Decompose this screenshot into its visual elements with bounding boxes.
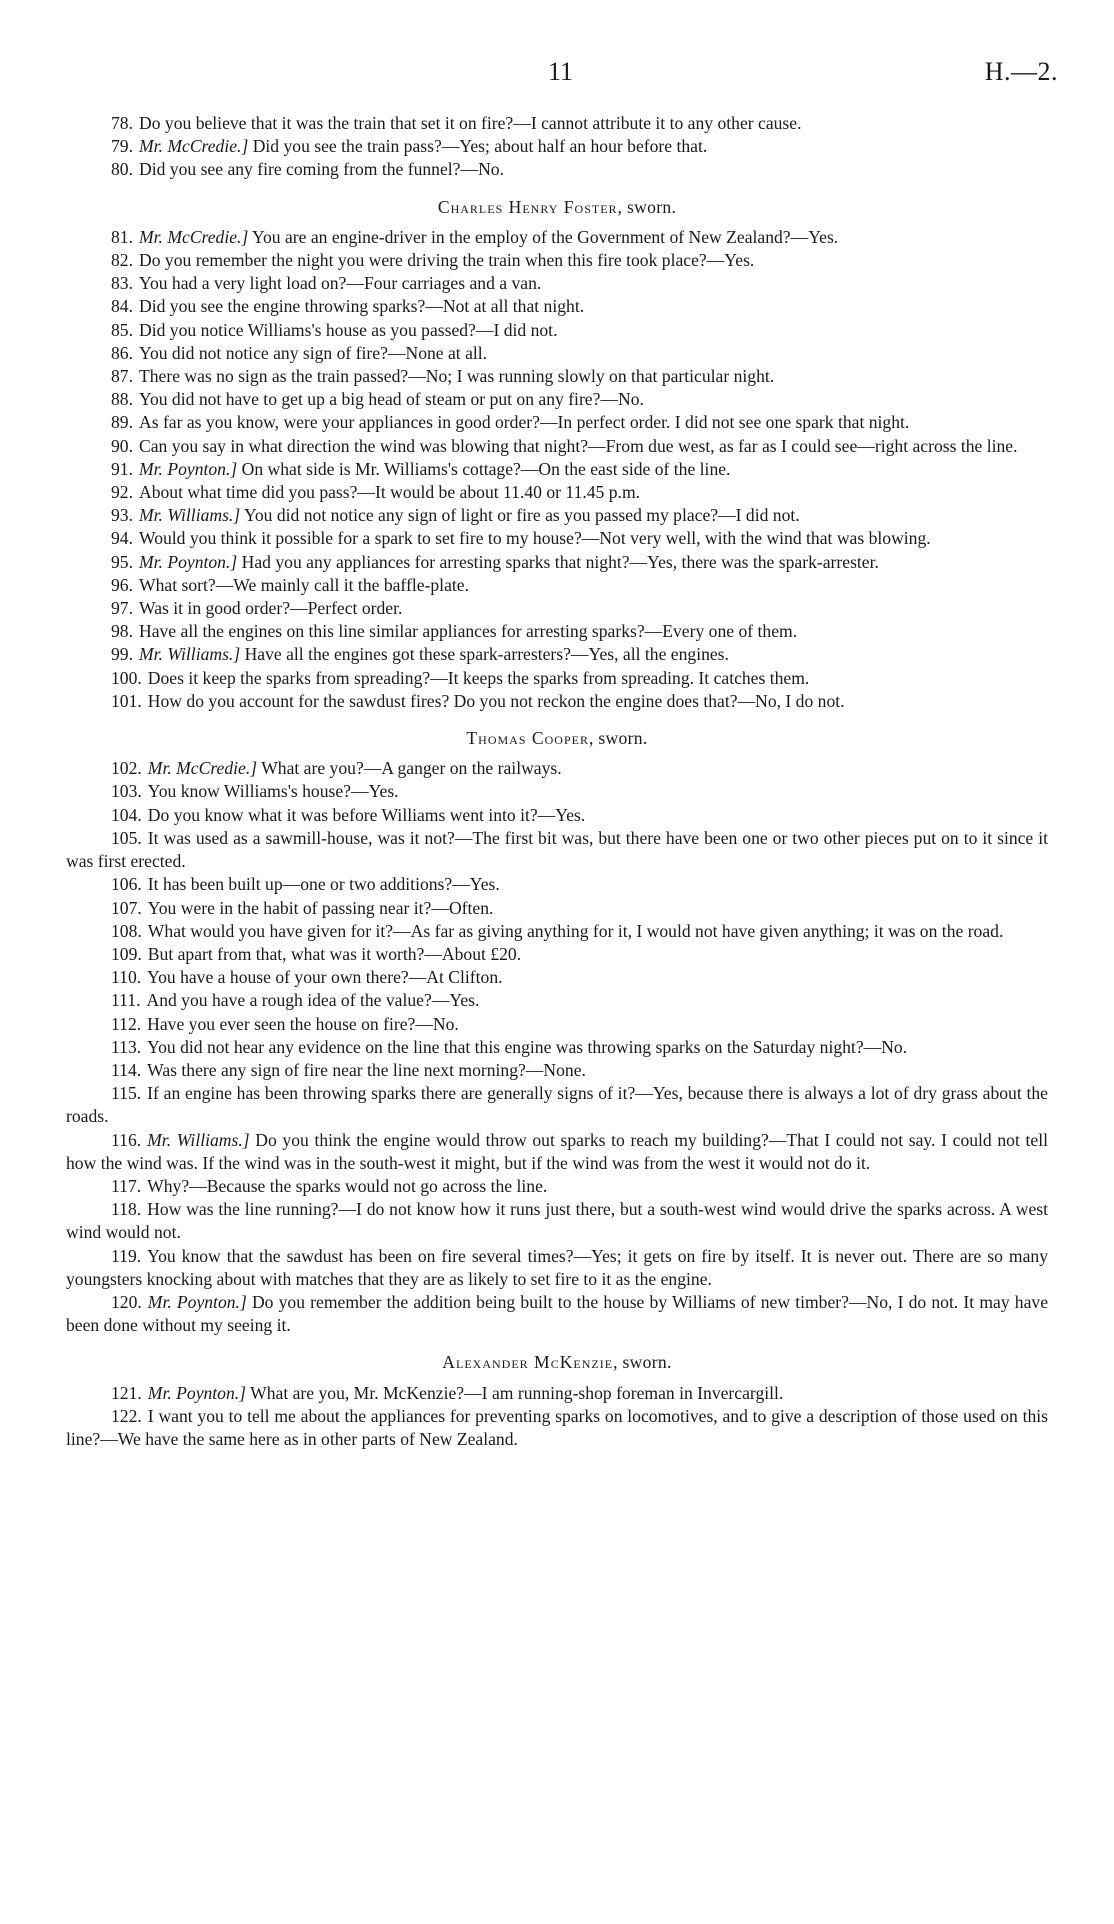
testimony-text: You were in the habit of passing near it?—Often.	[147, 897, 494, 918]
question-number: 95.	[111, 551, 133, 572]
testimony-text: What are you, Mr. McKenzie?—I am running-shop foreman in Invercargill.	[250, 1382, 784, 1403]
testimony-item	[66, 551, 1048, 574]
question-number: 109.	[111, 943, 142, 964]
witness-name: Thomas Cooper	[466, 728, 589, 749]
question-number: 91.	[111, 458, 133, 479]
testimony-text: Was there any sign of fire near the line next morning?—None.	[147, 1059, 586, 1080]
testimony-text: There was no sign as the train passed?—No; I was running slowly on that particular night.	[139, 366, 775, 387]
question-number: 114.	[111, 1059, 142, 1080]
testimony-item	[66, 342, 1048, 365]
testimony-text: You have a house of your own there?—At Clifton.	[147, 967, 503, 988]
witness-heading	[66, 727, 1048, 750]
speaker-label: Mr. McCredie.]	[139, 136, 249, 157]
testimony-item	[66, 1082, 1048, 1128]
question-number: 93.	[111, 505, 133, 526]
question-number: 81.	[111, 226, 133, 247]
sworn-label: , sworn.	[613, 1352, 672, 1373]
testimony-item	[66, 319, 1048, 342]
testimony-item	[66, 527, 1048, 550]
testimony-item	[66, 388, 1048, 411]
testimony-text: Would you think it possible for a spark to set fire to my house?—Not very well, with the wind that was blowing.	[139, 528, 931, 549]
testimony-item	[66, 1036, 1048, 1059]
question-number: 105.	[111, 827, 142, 848]
testimony-item	[66, 643, 1048, 666]
question-number: 121.	[111, 1382, 142, 1403]
testimony-text: On what side is Mr. Williams's cottage?—On the east side of the line.	[241, 458, 731, 479]
testimony-item	[66, 458, 1048, 481]
testimony-item	[66, 1291, 1048, 1337]
testimony-item	[66, 897, 1048, 920]
witness-heading	[66, 1351, 1048, 1374]
testimony-item	[66, 1059, 1048, 1082]
question-number: 110.	[111, 967, 142, 988]
question-number: 86.	[111, 342, 133, 363]
testimony-text: You did not notice any sign of fire?—None at all.	[139, 342, 488, 363]
testimony-item	[66, 135, 1048, 158]
testimony-text: How was the line running?—I do not know how it runs just there, but a south-west wind would drive the sparks across. A west wind would not.	[66, 1199, 1048, 1243]
testimony-item	[66, 365, 1048, 388]
question-number: 78.	[111, 113, 133, 133]
testimony-text: Did you see any fire coming from the funnel?—No.	[139, 159, 504, 180]
testimony-item	[66, 249, 1048, 272]
question-number: 99.	[111, 644, 133, 665]
testimony-item	[66, 435, 1048, 458]
question-number: 107.	[111, 897, 142, 918]
testimony-item	[66, 158, 1048, 181]
testimony-item	[66, 690, 1048, 713]
speaker-label: Mr. Williams.]	[139, 505, 241, 526]
testimony-text: Have all the engines on this line similar appliances for arresting sparks?—Every one of them.	[139, 621, 798, 642]
speaker-label: Mr. Williams.]	[147, 1129, 250, 1150]
testimony-item	[66, 757, 1048, 780]
question-number: 108.	[111, 920, 142, 941]
testimony-item	[66, 295, 1048, 318]
question-number: 84.	[111, 296, 133, 317]
speaker-label: Mr. Poynton.]	[139, 458, 238, 479]
question-number: 115.	[111, 1083, 142, 1104]
testimony-item	[66, 411, 1048, 434]
transcript-body	[66, 112, 1048, 1451]
testimony-text: If an engine has been throwing sparks there are generally signs of it?—Yes, because there is always a lot of dry grass about the roads.	[66, 1083, 1048, 1127]
question-number: 119.	[111, 1245, 142, 1266]
testimony-item	[66, 1405, 1048, 1451]
question-number: 80.	[111, 159, 133, 180]
question-number: 112.	[111, 1013, 142, 1034]
testimony-item	[66, 1382, 1048, 1405]
question-number: 96.	[111, 574, 133, 595]
testimony-item	[66, 620, 1048, 643]
question-number: 97.	[111, 598, 133, 619]
page-number: 11	[548, 57, 574, 86]
witness-heading	[66, 196, 1048, 219]
question-number: 92.	[111, 482, 133, 503]
testimony-text: Do you know what it was before Williams went into it?—Yes.	[147, 804, 586, 825]
question-number: 90.	[111, 435, 133, 456]
sworn-label: , sworn.	[617, 196, 677, 217]
testimony-item	[66, 597, 1048, 620]
testimony-text: Did you notice Williams's house as you passed?—I did not.	[139, 319, 558, 340]
testimony-text: It was used as a sawmill-house, was it not?—The first bit was, but there have been one or two other pieces put on to it since it was first erected.	[66, 827, 1048, 872]
speaker-label: Mr. McCredie.]	[139, 226, 249, 247]
speaker-label: Mr. Poynton.]	[139, 551, 238, 572]
question-number: 101.	[111, 690, 142, 711]
question-number: 106.	[111, 874, 142, 895]
testimony-text: Do you believe that it was the train that set it on fire?—I cannot attribute it to any other cause.	[139, 113, 802, 133]
testimony-item	[66, 226, 1048, 249]
question-number: 100.	[111, 667, 142, 688]
question-number: 120.	[111, 1291, 142, 1312]
testimony-text: What would you have given for it?—As far as giving anything for it, I would not have given anything; it was on the road.	[147, 920, 1004, 941]
question-number: 118.	[111, 1199, 142, 1220]
testimony-text: I want you to tell me about the appliances for preventing sparks on locomotives, and to give a description of those used on this line?—We have the same here as in other parts of New Zealand.	[66, 1405, 1048, 1449]
testimony-text: Do you remember the addition being built to the house by Williams of new timber?—No, I do not. It may have been done without my seeing it.	[66, 1291, 1049, 1336]
testimony-text: Why?—Because the sparks would not go across the line.	[147, 1175, 548, 1196]
testimony-text: Had you any appliances for arresting sparks that night?—Yes, there was the spark-arrester.	[241, 551, 879, 572]
question-number: 116.	[111, 1129, 142, 1150]
testimony-text: Do you remember the night you were driving the train when this fire took place?—Yes.	[139, 250, 755, 271]
testimony-item	[66, 667, 1048, 690]
testimony-item	[66, 504, 1048, 527]
speaker-label: Mr. McCredie.]	[147, 758, 258, 779]
witness-name: Alexander McKenzie	[442, 1352, 614, 1373]
testimony-item	[66, 989, 1048, 1012]
testimony-text: Did you see the engine throwing sparks?—Not at all that night.	[139, 296, 585, 317]
testimony-item	[66, 873, 1048, 896]
question-number: 89.	[111, 412, 133, 433]
question-number: 104.	[111, 804, 142, 825]
speaker-label: Mr. Poynton.]	[147, 1382, 247, 1403]
testimony-text: You know that the sawdust has been on fire several times?—Yes; it gets on fire by itself. It is never out. There are so many youngsters knocking about with matches that they are as likely to set fire to it as the engine.	[66, 1245, 1048, 1289]
testimony-text: Does it keep the sparks from spreading?—It keeps the sparks from spreading. It catches them.	[147, 667, 810, 688]
question-number: 113.	[111, 1036, 142, 1057]
sworn-label: , sworn.	[588, 728, 648, 749]
testimony-text: You had a very light load on?—Four carriages and a van.	[139, 273, 542, 294]
testimony-text: Have you ever seen the house on fire?—No.	[147, 1013, 459, 1034]
testimony-item	[66, 966, 1048, 989]
speaker-label: Mr. Williams.]	[139, 644, 241, 665]
testimony-item	[66, 1245, 1048, 1291]
testimony-item	[66, 780, 1048, 803]
testimony-item	[66, 943, 1048, 966]
testimony-text: You did not notice any sign of light or fire as you passed my place?—I did not.	[243, 505, 800, 526]
testimony-text: As far as you know, were your appliances in good order?—In perfect order. I did not see one spark that night.	[139, 412, 910, 433]
testimony-text: Did you see the train pass?—Yes; about half an hour before that.	[252, 136, 708, 157]
testimony-item	[66, 804, 1048, 827]
document-reference: H.—2.	[984, 57, 1058, 86]
question-number: 88.	[111, 389, 133, 410]
testimony-item	[66, 112, 1048, 135]
testimony-text: And you have a rough idea of the value?—Yes.	[146, 990, 480, 1011]
question-number: 82.	[111, 250, 133, 271]
question-number: 87.	[111, 366, 133, 387]
testimony-text: You did not have to get up a big head of steam or put on any fire?—No.	[139, 389, 644, 410]
question-number: 94.	[111, 528, 133, 549]
testimony-text: What are you?—A ganger on the railways.	[261, 758, 562, 779]
testimony-item	[66, 827, 1048, 873]
testimony-text: But apart from that, what was it worth?—About £20.	[147, 943, 522, 964]
question-number: 85.	[111, 319, 133, 340]
question-number: 98.	[111, 621, 133, 642]
testimony-item	[66, 1013, 1048, 1036]
testimony-text: It has been built up—one or two additions?—Yes.	[147, 874, 500, 895]
question-number: 103.	[111, 781, 142, 802]
testimony-text: Have all the engines got these spark-arresters?—Yes, all the engines.	[244, 644, 729, 665]
testimony-item	[66, 574, 1048, 597]
testimony-text: You know Williams's house?—Yes.	[147, 781, 399, 802]
testimony-text: About what time did you pass?—It would be about 11.40 or 11.45 p.m.	[139, 482, 641, 503]
testimony-text: What sort?—We mainly call it the baffle-plate.	[139, 574, 469, 595]
testimony-text: How do you account for the sawdust fires? Do you not reckon the engine does that?—No, I do not.	[147, 690, 845, 711]
question-number: 83.	[111, 273, 133, 294]
question-number: 79.	[111, 136, 133, 157]
testimony-item	[66, 1175, 1048, 1198]
testimony-text: You did not hear any evidence on the line that this engine was throwing sparks on the Saturday night?—No.	[147, 1036, 908, 1057]
question-number: 117.	[111, 1175, 142, 1196]
testimony-text: Was it in good order?—Perfect order.	[139, 598, 403, 619]
question-number: 102.	[111, 758, 142, 779]
testimony-text: Do you think the engine would throw out sparks to reach my building?—That I could not say. I could not tell how the wind was. If the wind was in the south-west it might, but if the wind was from the west it would not do it.	[66, 1129, 1049, 1173]
witness-name: Charles Henry Foster	[437, 196, 618, 217]
testimony-text: Can you say in what direction the wind was blowing that night?—From due west, as far as I could see—right across the line.	[139, 435, 1018, 456]
page-header	[0, 52, 1114, 88]
testimony-item	[66, 1198, 1048, 1244]
question-number: 122.	[111, 1405, 142, 1426]
speaker-label: Mr. Poynton.]	[147, 1291, 247, 1312]
testimony-item	[66, 920, 1048, 943]
testimony-item	[66, 481, 1048, 504]
testimony-text: You are an engine-driver in the employ of the Government of New Zealand?—Yes.	[252, 226, 839, 247]
testimony-item	[66, 272, 1048, 295]
question-number: 111.	[111, 990, 141, 1011]
testimony-item	[66, 1129, 1048, 1175]
